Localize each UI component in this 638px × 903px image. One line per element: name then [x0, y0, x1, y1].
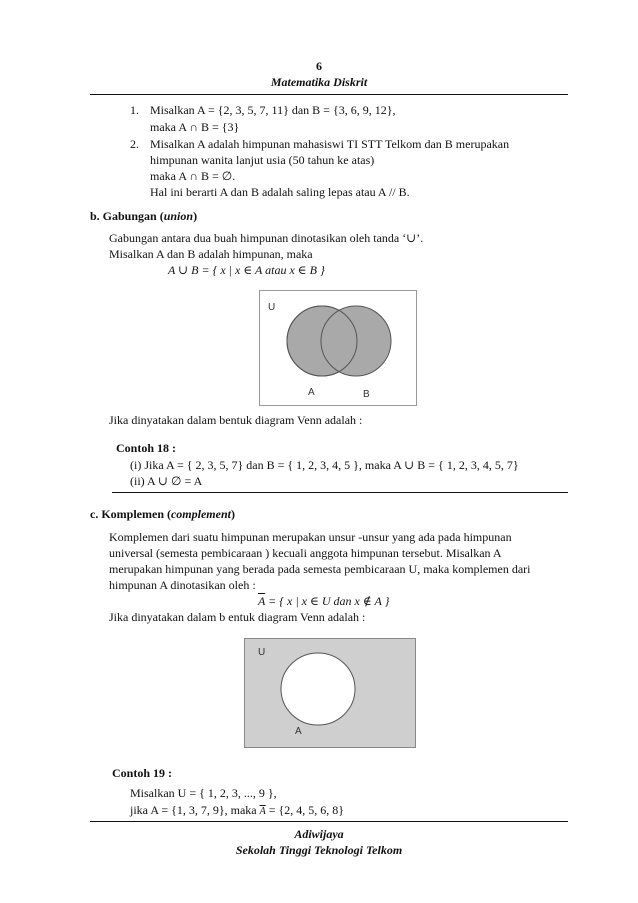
document-title: Matematika Diskrit [270, 75, 368, 89]
complement-set-symbol: $\overline{A}$ [259, 806, 266, 817]
example-rule [112, 492, 568, 493]
heading-suffix: ) [193, 209, 198, 223]
universe-label: U [268, 302, 276, 313]
union-formula: A ∪ B = { x | x ∈ A atau x ∈ B } [168, 263, 325, 277]
complement-venn-diagram [244, 638, 416, 748]
union-venn-svg [260, 291, 416, 405]
example-line: (i) Jika A = { 2, 3, 5, 7} dan B = { 1, 2, 3, 4, 5 }, maka A ∪ B = { 1, 2, 3, 4, 5, 7} [130, 458, 519, 472]
heading-suffix: ) [230, 507, 235, 521]
list-item-text: Hal ini berarti A dan B adalah saling lepas atau A // B. [150, 185, 410, 199]
paragraph-line: Komplemen dari suatu himpunan merupakan unsur -unsur yang ada pada himpunan [109, 530, 512, 544]
set-a-circle [281, 653, 355, 725]
list-item-text: maka A ∩ B = {3} [150, 120, 240, 134]
venn-caption: Jika dinyatakan dalam bentuk diagram Venn adalah : [109, 413, 363, 427]
example-line: (ii) A ∪ ∅ = A [130, 474, 203, 488]
heading-term: complement [170, 507, 231, 521]
complement-set-symbol: $\overline{A}$ [258, 594, 266, 608]
footer-rule [90, 821, 568, 822]
example-title: Contoh 18 : [116, 441, 177, 455]
example-line: Misalkan U = { 1, 2, 3, ..., 9 }, [130, 786, 277, 800]
paragraph-line: Gabungan antara dua buah himpunan dinotasikan oleh tanda ‘∪’. [109, 231, 424, 245]
example-title: Contoh 19 : [112, 766, 173, 780]
footer-institution: Sekolah Tinggi Teknologi Telkom [235, 843, 403, 857]
set-a-label: A [295, 726, 302, 737]
list-item-text: himpunan wanita lanjut usia (50 tahun ke atas) [150, 153, 375, 167]
heading-prefix: b. Gabungan ( [90, 209, 164, 223]
example-line [130, 803, 344, 818]
heading-prefix: c. Komplemen ( [90, 507, 171, 521]
list-item-number: 2. [130, 137, 139, 151]
paragraph-line: Misalkan A dan B adalah himpunan, maka [109, 247, 313, 261]
page-number: 6 [316, 59, 322, 73]
universe-label: U [258, 647, 266, 658]
header-rule [90, 94, 568, 95]
complement-formula-rest: = { x | x ∈ U dan x ∉ A } [265, 594, 390, 608]
heading-term: union [163, 209, 194, 223]
set-b-circle [321, 306, 391, 376]
venn-caption: Jika dinyatakan dalam b entuk diagram Venn adalah : [109, 610, 366, 624]
union-venn-diagram [259, 290, 417, 406]
section-heading-complement [90, 507, 235, 522]
list-item-text: Misalkan A = {2, 3, 5, 7, 11} dan B = {3, 6, 9, 12}, [150, 103, 396, 117]
complement-venn-svg [245, 639, 415, 747]
paragraph-line: universal (semesta pembicaraan ) kecuali anggota himpunan tersebut. Misalkan A [109, 546, 502, 560]
list-item-text: maka A ∩ B = ∅. [150, 169, 236, 183]
set-a-label: A [308, 387, 315, 398]
section-heading-union [90, 209, 197, 224]
example-line-suffix: = {2, 4, 5, 6, 8} [265, 803, 345, 817]
set-b-label: B [363, 389, 370, 400]
list-item-text: Misalkan A adalah himpunan mahasiswi TI STT Telkom dan B merupakan [150, 137, 510, 151]
example-line-prefix: jika A = {1, 3, 7, 9}, maka [130, 803, 260, 817]
list-item-number: 1. [130, 103, 139, 117]
complement-formula [258, 594, 389, 609]
footer-author: Adiwijaya [294, 827, 344, 841]
paragraph-line: himpunan A dinotasikan oleh : [109, 578, 256, 592]
paragraph-line: merupakan himpunan yang berada pada semesta pembicaraan U, maka komplemen dari [109, 562, 531, 576]
